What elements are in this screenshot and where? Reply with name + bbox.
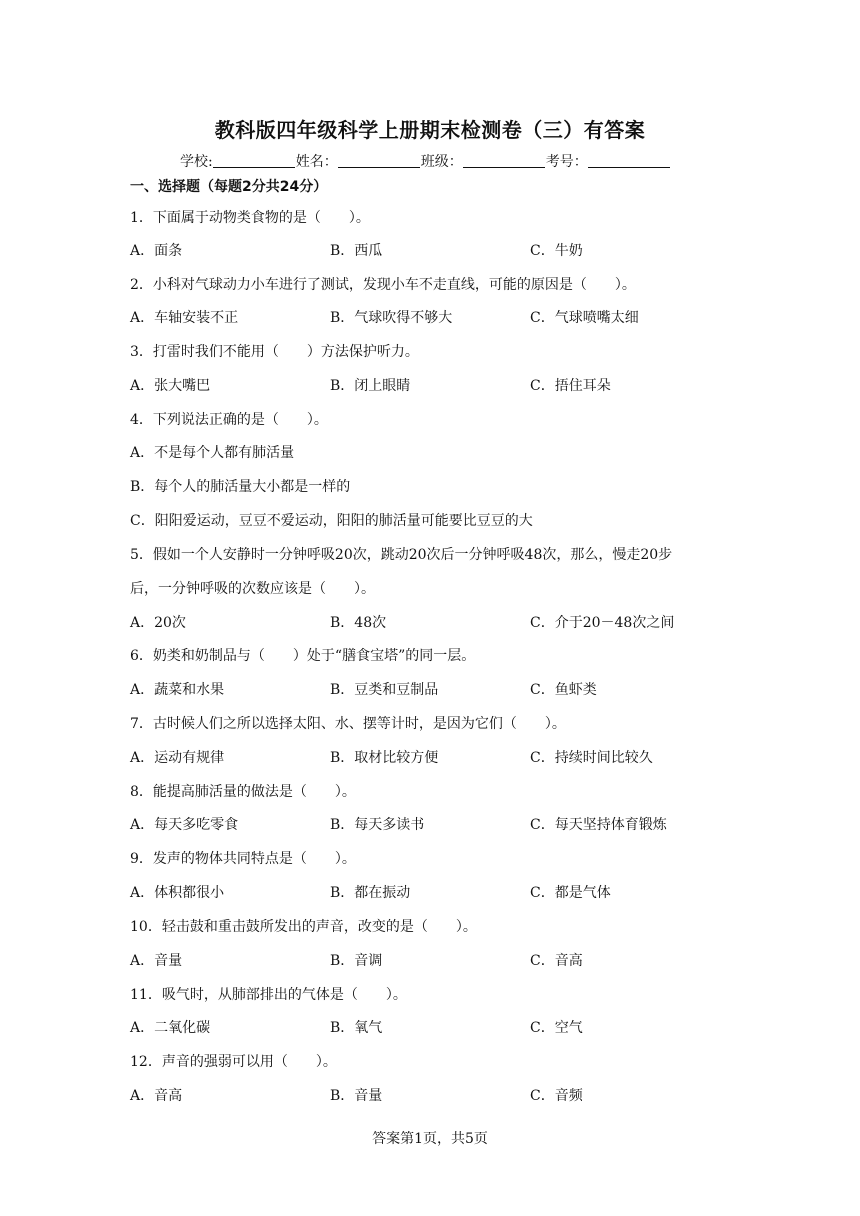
option-a: A．面条 bbox=[130, 243, 183, 259]
option-c: C．捂住耳朵 bbox=[530, 378, 611, 394]
option-b: B．音量 bbox=[330, 1088, 383, 1104]
option-c: C．气球喷嘴太细 bbox=[530, 310, 639, 326]
option-a: A．音高 bbox=[130, 1088, 183, 1104]
question-12-options bbox=[130, 1085, 730, 1105]
question-8-options bbox=[130, 814, 730, 834]
option-b: B．每天多读书 bbox=[330, 817, 425, 833]
option-b: B．48次 bbox=[330, 615, 387, 631]
question-1: 1．下面属于动物类食物的是（ ）。 bbox=[130, 210, 370, 226]
option-c: C．音高 bbox=[530, 953, 583, 969]
question-5: 5．假如一个人安静时一分钟呼吸20次，跳动20次后一分钟呼吸48次，那么，慢走20步 bbox=[130, 547, 673, 563]
option-a: A．车轴安装不正 bbox=[130, 310, 239, 326]
question-7-options bbox=[130, 747, 730, 767]
question-5-continued: 后，一分钟呼吸的次数应该是（ ）。 bbox=[130, 581, 375, 597]
question-11: 11．吸气时，从肺部排出的气体是（ ）。 bbox=[130, 987, 407, 1003]
option-b: B．每个人的肺活量大小都是一样的 bbox=[130, 479, 351, 495]
question-10: 10．轻击鼓和重击鼓所发出的声音，改变的是（ ）。 bbox=[130, 919, 477, 935]
class-label: 班级： bbox=[420, 154, 463, 170]
option-b: B．西瓜 bbox=[330, 243, 383, 259]
option-a: A．体积都很小 bbox=[130, 885, 225, 901]
question-4: 4．下列说法正确的是（ ）。 bbox=[130, 412, 328, 428]
option-b: B．都在振动 bbox=[330, 885, 411, 901]
exam-number-label: 考号： bbox=[545, 154, 588, 170]
exam-number-blank[interactable] bbox=[588, 153, 670, 168]
question-3: 3．打雷时我们不能用（ ）方法保护听力。 bbox=[130, 344, 419, 360]
option-c: C．空气 bbox=[530, 1020, 583, 1036]
page-footer: 答案第1页，共5页 bbox=[372, 1131, 488, 1147]
document-title: 教科版四年级科学上册期末检测卷（三）有答案 bbox=[214, 118, 646, 142]
option-a: A．每天多吃零食 bbox=[130, 817, 239, 833]
question-11-options bbox=[130, 1017, 730, 1037]
school-blank[interactable] bbox=[213, 153, 295, 168]
section-heading: 一、选择题（每题2分共24分） bbox=[130, 179, 328, 195]
option-b: B．氧气 bbox=[330, 1020, 383, 1036]
question-3-options bbox=[130, 375, 730, 395]
question-10-options bbox=[130, 950, 730, 970]
option-b: B．音调 bbox=[330, 953, 383, 969]
option-c: C．鱼虾类 bbox=[530, 682, 597, 698]
question-8: 8．能提高肺活量的做法是（ ）。 bbox=[130, 784, 356, 800]
name-label: 姓名： bbox=[295, 154, 338, 170]
option-c: C．都是气体 bbox=[530, 885, 611, 901]
option-b: B．气球吹得不够大 bbox=[330, 310, 453, 326]
question-2: 2．小科对气球动力小车进行了测试，发现小车不走直线，可能的原因是（ ）。 bbox=[130, 277, 636, 293]
question-6: 6．奶类和奶制品与（ ）处于“膳食宝塔”的同一层。 bbox=[130, 648, 476, 664]
school-label: 学校: bbox=[180, 154, 213, 170]
option-c: C．阳阳爱运动，豆豆不爱运动，阳阳的肺活量可能要比豆豆的大 bbox=[130, 513, 533, 529]
option-c: C．介于20－48次之间 bbox=[530, 615, 675, 631]
option-c: C．音频 bbox=[530, 1088, 583, 1104]
option-a: A．二氧化碳 bbox=[130, 1020, 211, 1036]
question-6-options bbox=[130, 679, 730, 699]
option-a: A．张大嘴巴 bbox=[130, 378, 211, 394]
option-c: C．每天坚持体育锻炼 bbox=[530, 817, 667, 833]
class-blank[interactable] bbox=[463, 153, 545, 168]
option-a: A．不是每个人都有肺活量 bbox=[130, 445, 295, 461]
option-b: B．取材比较方便 bbox=[330, 750, 439, 766]
question-9: 9．发声的物体共同特点是（ ）。 bbox=[130, 851, 356, 867]
student-info-line bbox=[180, 151, 671, 171]
option-c: C．持续时间比较久 bbox=[530, 750, 653, 766]
option-b: B．豆类和豆制品 bbox=[330, 682, 439, 698]
question-9-options bbox=[130, 882, 730, 902]
question-7: 7．古时候人们之所以选择太阳、水、摆等计时，是因为它们（ ）。 bbox=[130, 716, 566, 732]
option-a: A．蔬菜和水果 bbox=[130, 682, 225, 698]
question-12: 12．声音的强弱可以用（ ）。 bbox=[130, 1054, 337, 1070]
option-b: B．闭上眼睛 bbox=[330, 378, 411, 394]
option-a: A．20次 bbox=[130, 615, 186, 631]
option-c: C．牛奶 bbox=[530, 243, 583, 259]
option-a: A．音量 bbox=[130, 953, 183, 969]
question-2-options bbox=[130, 307, 730, 327]
question-5-options bbox=[130, 612, 730, 632]
question-1-options bbox=[130, 240, 730, 260]
option-a: A．运动有规律 bbox=[130, 750, 225, 766]
name-blank[interactable] bbox=[338, 153, 420, 168]
